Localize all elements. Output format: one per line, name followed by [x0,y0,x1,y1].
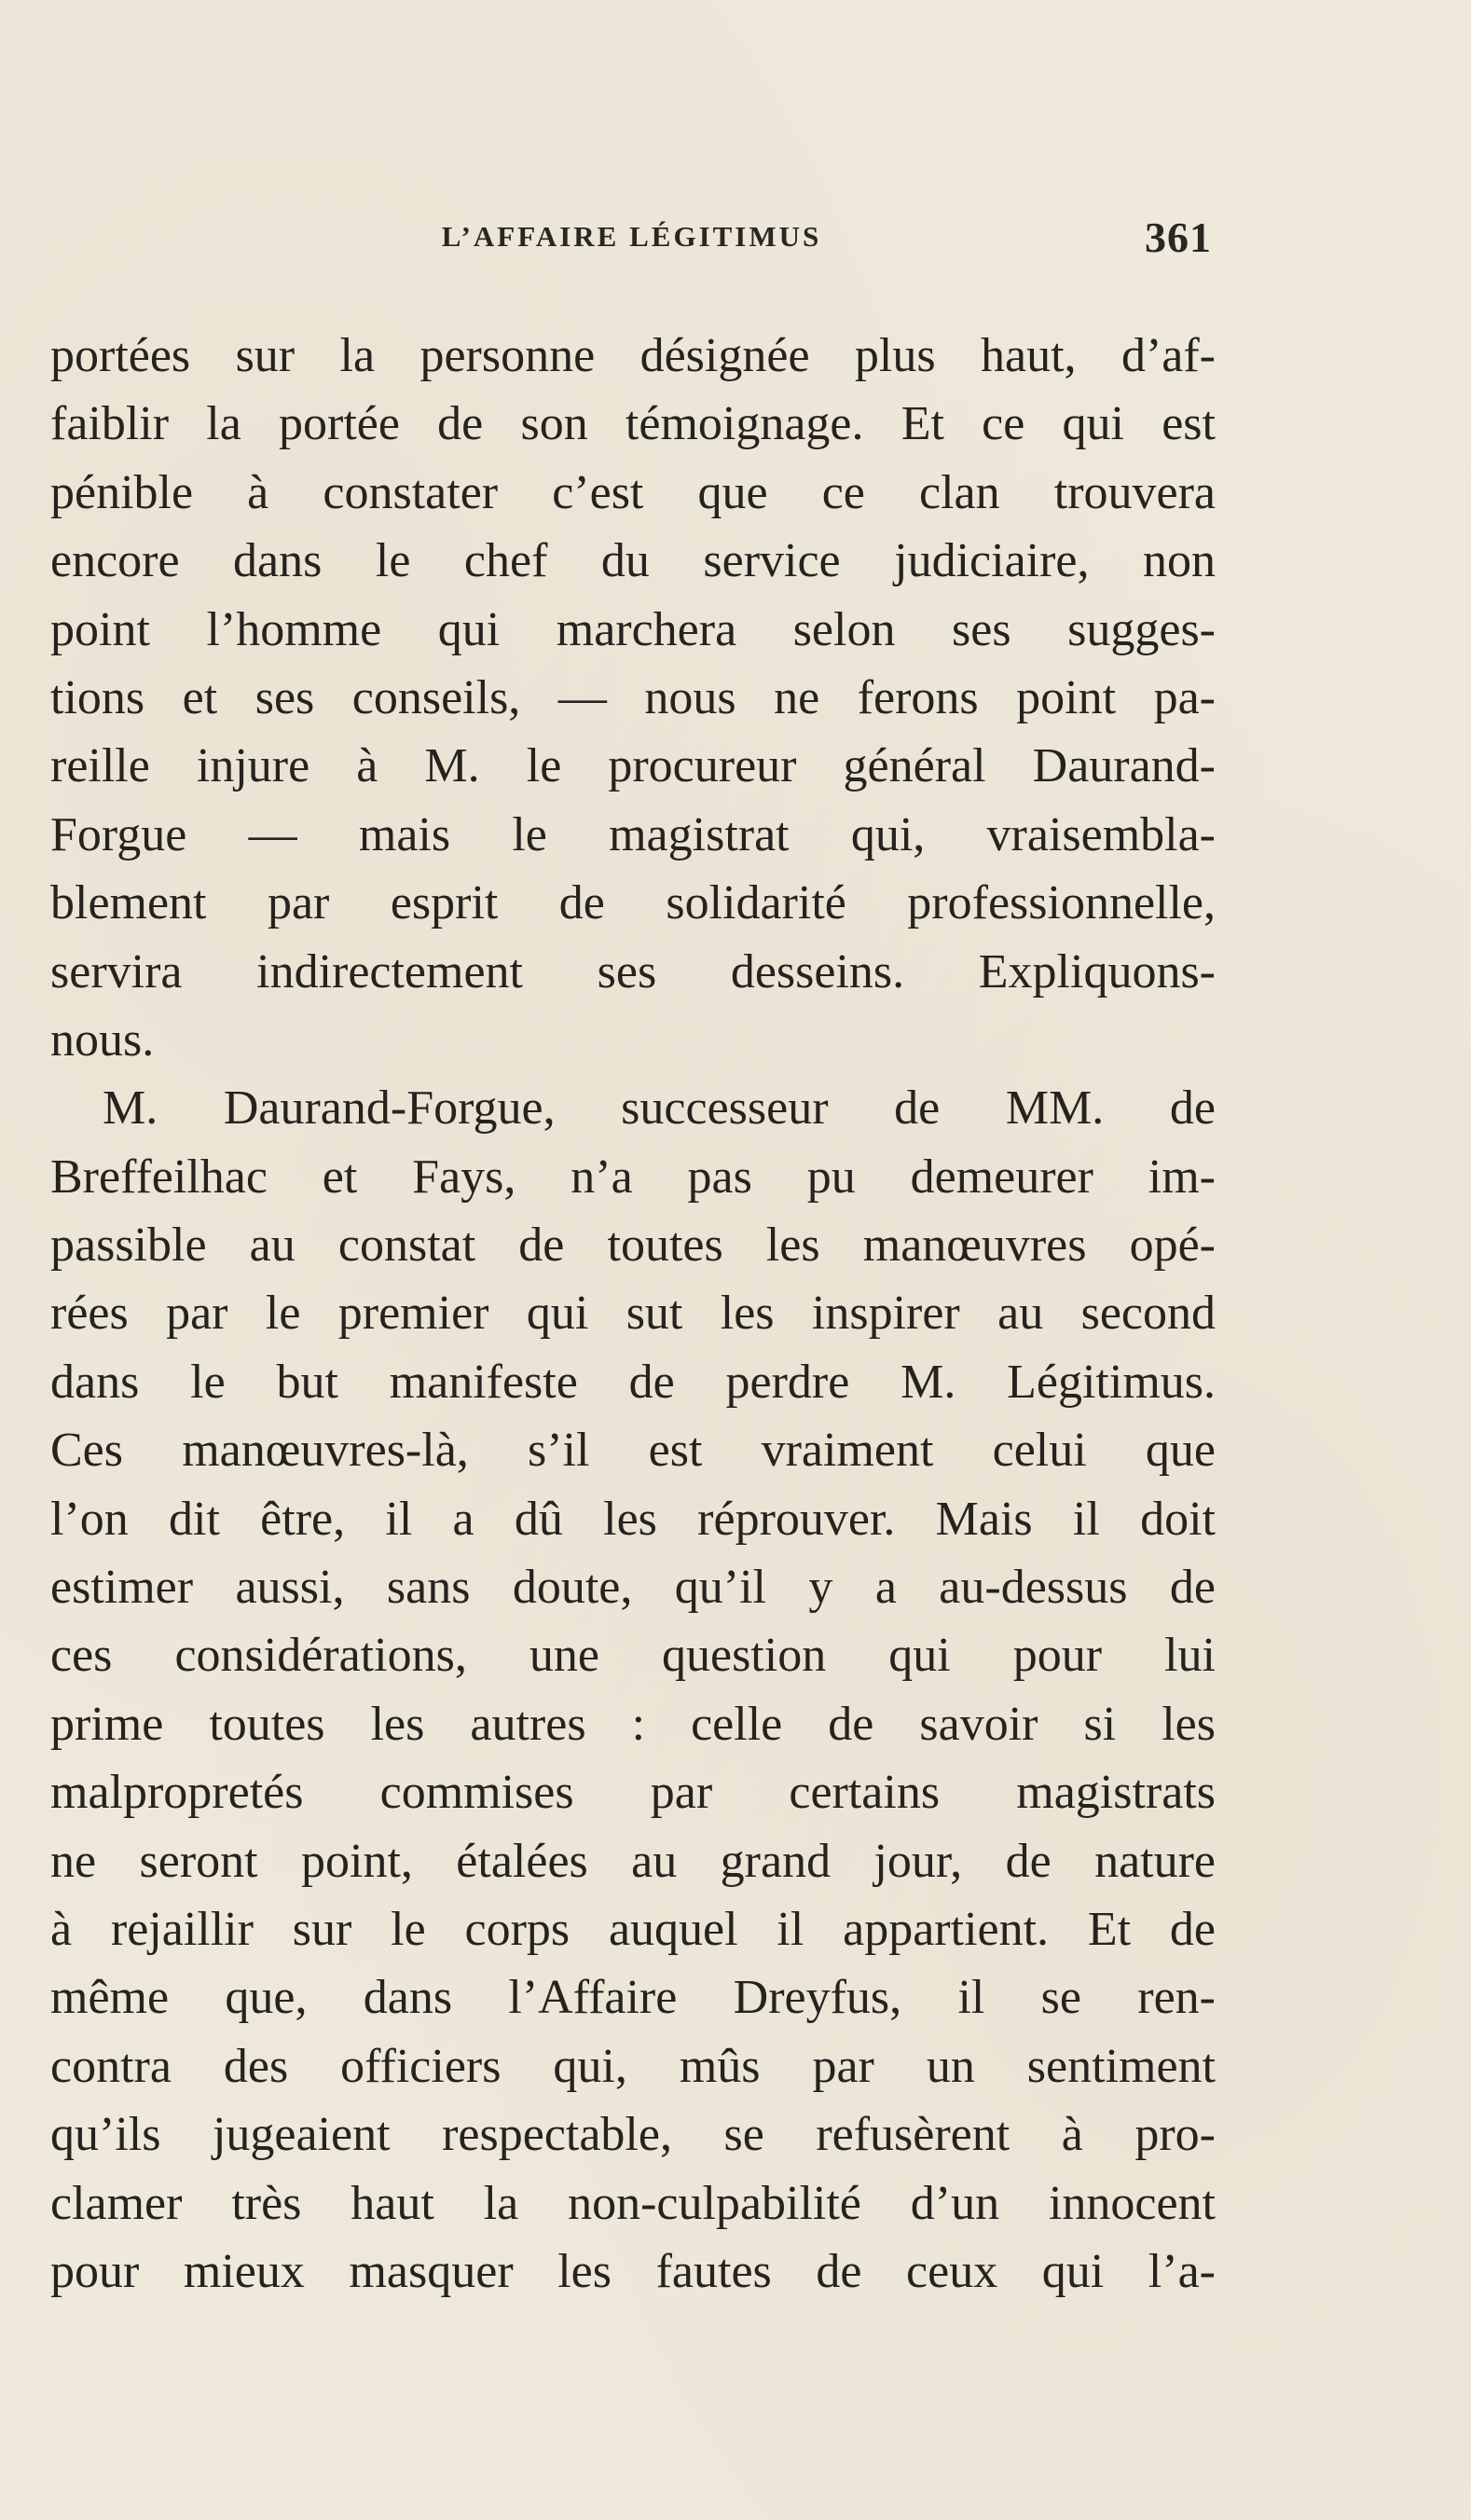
text-line: Breffeilhac et Fays, n’a pas pu demeurer im- [50,1150,1216,1204]
text-line: dans le but manifeste de perdre M. Légitimus. [50,1355,1216,1409]
text-line: encore dans le chef du service judiciaire, non [50,534,1216,588]
text-line: rées par le premier qui sut les inspirer au second [50,1287,1216,1341]
text-line: contra des officiers qui, mûs par un sentiment [50,2039,1216,2093]
text-line: reille injure à M. le procureur général Daurand- [50,739,1216,793]
running-title: L’AFFAIRE LÉGITIMUS [441,220,822,253]
body-text [50,322,1216,2306]
text-line: tions et ses conseils, — nous ne ferons point pa- [50,670,1216,724]
text-line: à rejaillir sur le corps auquel il appartient. Et de [50,1902,1216,1956]
text-line: l’on dit être, il a dû les réprouver. Mais il doit [50,1492,1216,1546]
paragraph-end-line: nous. [50,1012,155,1067]
text-line: estimer aussi, sans doute, qu’il y a au-dessus de [50,1561,1216,1615]
text-line: prime toutes les autres : celle de savoir si les [50,1697,1216,1751]
page-number: 361 [1145,213,1212,261]
paragraph-start-line: M. Daurand-Forgue, successeur de MM. de [103,1081,1216,1136]
text-line: ne seront point, étalées au grand jour, de nature [50,1834,1216,1888]
text-line: blement par esprit de solidarité professionnelle, [50,876,1216,930]
text-line: ces considérations, une question qui pour lui [50,1629,1216,1683]
running-header [51,213,1212,269]
text-line: servira indirectement ses desseins. Expliquons- [50,944,1216,998]
text-line: point l’homme qui marchera selon ses sugges- [50,602,1216,656]
text-line: pénible à constater c’est que ce clan trouvera [50,465,1216,519]
text-line: Forgue — mais le magistrat qui, vraisembla- [50,807,1216,861]
text-line: portées sur la personne désignée plus haut, d’af- [50,329,1216,382]
text-line: Ces manœuvres-là, s’il est vraiment celui que [50,1424,1216,1478]
text-line: faiblir la portée de son témoignage. Et ce qui est [50,397,1216,451]
text-line: pour mieux masquer les fautes de ceux qui l’a- [50,2244,1216,2298]
text-line: qu’ils jugeaient respectable, se refusèrent à pro- [50,2108,1216,2162]
text-line: même que, dans l’Affaire Dreyfus, il se ren- [50,1971,1216,2025]
text-line: malpropretés commises par certains magistrats [50,1766,1216,1820]
text-line: clamer très haut la non-culpabilité d’un innocent [50,2176,1216,2230]
text-line: passible au constat de toutes les manœuvres opé- [50,1219,1216,1273]
